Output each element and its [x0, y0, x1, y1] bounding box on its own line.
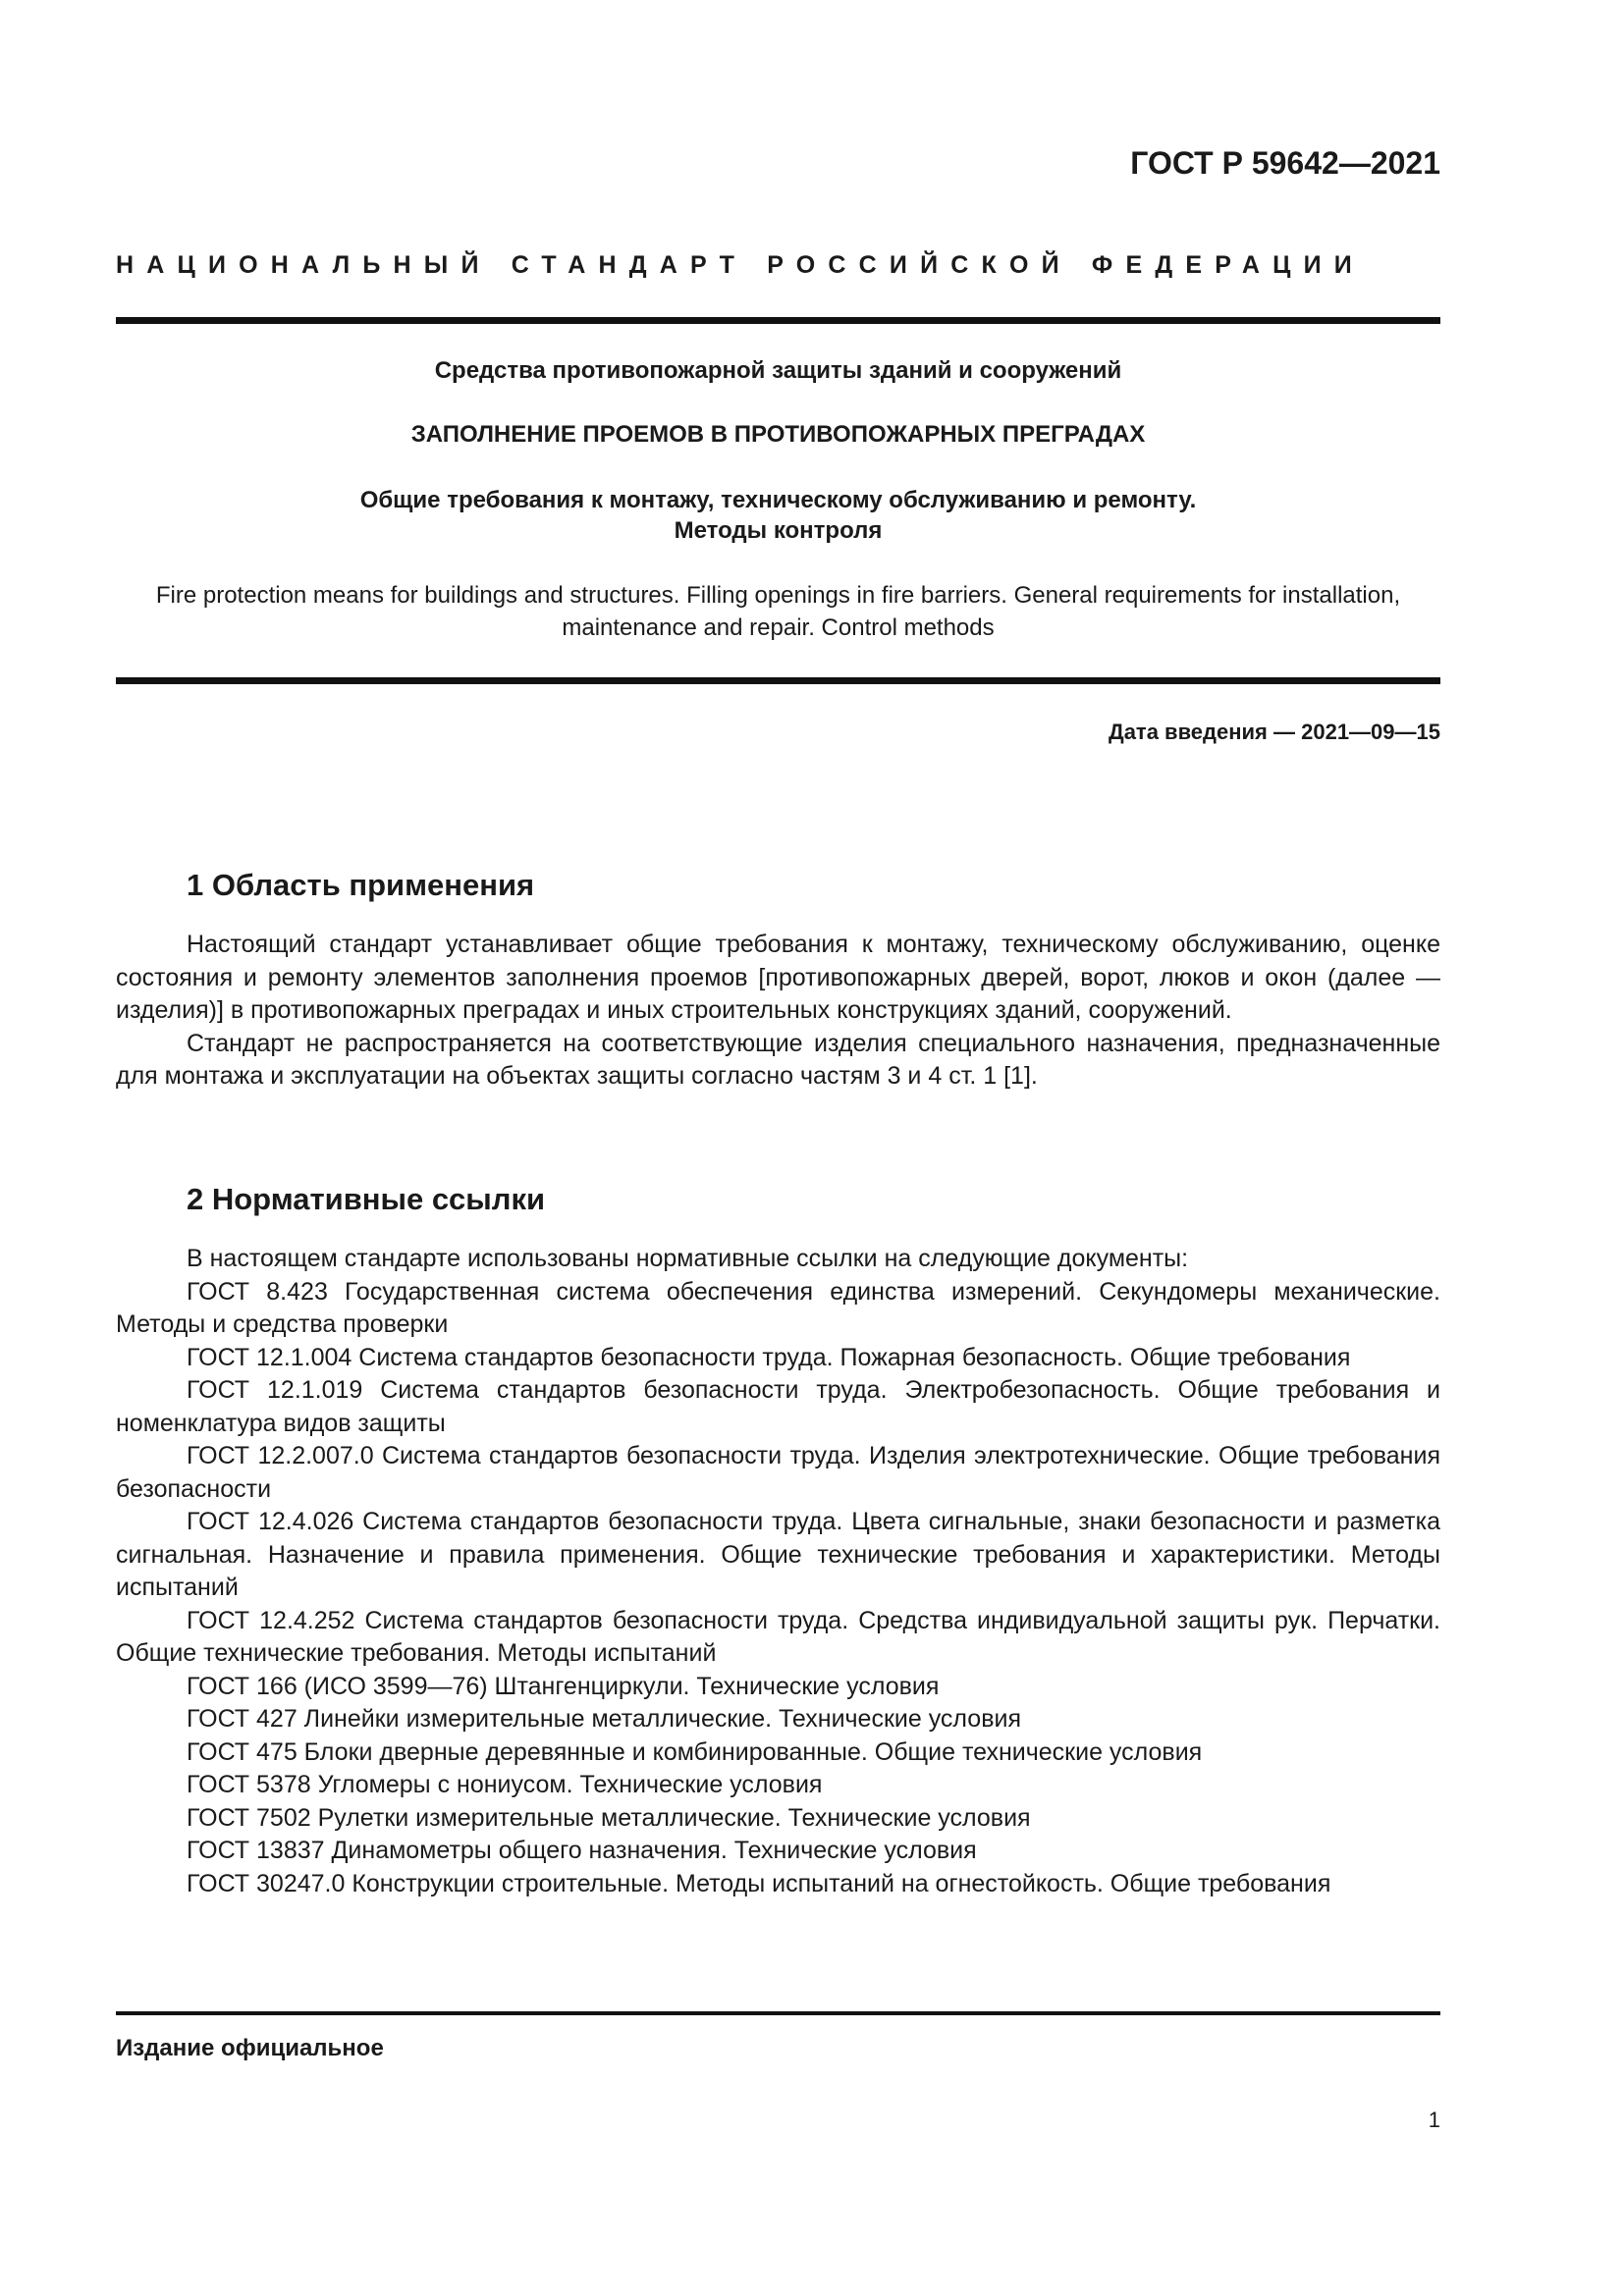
reference-item: ГОСТ 166 (ИСО 3599—76) Штангенциркули. Технические условия [187, 1672, 940, 1700]
official-edition-label: Издание официальное [116, 2035, 384, 2061]
reference-item: ГОСТ 12.2.007.0 Система стандартов безопасности труда. Изделия электротехнические. Общие требования безопасности [116, 1442, 1440, 1503]
document-subtitle [116, 485, 1440, 546]
gost-number: ГОСТ Р 59642—2021 [1130, 145, 1440, 181]
page-number: 1 [1428, 2108, 1440, 2132]
subtitle-line: Общие требования к монтажу, техническому обслуживанию и ремонту. [359, 487, 1197, 513]
reference-item: ГОСТ 12.1.019 Система стандартов безопасности труда. Электробезопасность. Общие требования и номенклатура видов защиты [116, 1376, 1440, 1437]
introduction-date: Дата введения — 2021—09—15 [1109, 720, 1440, 744]
paragraph: Настоящий стандарт устанавливает общие требования к монтажу, техническому обслуживанию, оценке состояния и ремонту элементов заполнения проемов [противопожарных дверей, ворот, люков и окон (далее — изделия)] в противопожарных преградах и иных строительных конструкциях зданий, сооружений. [116, 931, 1440, 1024]
paragraph: Стандарт не распространяется на соответствующие изделия специального назначения, предназначенные для монтажа и эксплуатации на объектах защиты согласно частям 3 и 4 ст. 1 [1]. [116, 1029, 1440, 1090]
reference-item: ГОСТ 7502 Рулетки измерительные металлические. Технические условия [187, 1803, 1031, 1832]
reference-item: ГОСТ 12.4.026 Система стандартов безопасности труда. Цвета сигнальные, знаки безопасности и разметка сигнальная. Назначение и правила применения. Общие технические требования и характеристики. Методы испытаний [116, 1508, 1440, 1601]
section-body-references [116, 1243, 1440, 1900]
footer-divider [116, 2011, 1440, 2015]
document-title: ЗАПОЛНЕНИЕ ПРОЕМОВ В ПРОТИВОПОЖАРНЫХ ПРЕГРАДАХ [410, 421, 1146, 448]
section-heading-scope: 1 Область применения [187, 868, 535, 902]
national-standard-banner: НАЦИОНАЛЬНЫЙ СТАНДАРТ РОССИЙСКОЙ ФЕДЕРАЦИИ [116, 251, 1365, 279]
document-subject: Средства противопожарной защиты зданий и сооружений [434, 357, 1122, 384]
reference-item: ГОСТ 427 Линейки измерительные металлические. Технические условия [187, 1705, 1021, 1733]
reference-item: ГОСТ 8.423 Государственная система обеспечения единства измерений. Секундомеры механические. Методы и средства проверки [116, 1277, 1440, 1338]
english-title-line: maintenance and repair. Control methods [562, 614, 995, 641]
english-title-line: Fire protection means for buildings and structures. Filling openings in fire barriers. General requirements for installation, [155, 582, 1401, 609]
top-divider [116, 317, 1440, 324]
reference-item: ГОСТ 12.1.004 Система стандартов безопасности труда. Пожарная безопасность. Общие требования [187, 1343, 1351, 1371]
reference-item: ГОСТ 5378 Угломеры с нониусом. Технические условия [187, 1771, 823, 1798]
reference-item: ГОСТ 12.4.252 Система стандартов безопасности труда. Средства индивидуальной защиты рук. Перчатки. Общие технические требования. Методы испытаний [116, 1606, 1440, 1667]
section-heading-references: 2 Нормативные ссылки [187, 1182, 546, 1216]
reference-item: ГОСТ 30247.0 Конструкции строительные. Методы испытаний на огнестойкость. Общие требования [187, 1869, 1331, 1897]
title-divider [116, 677, 1440, 684]
reference-item: ГОСТ 13837 Динамометры общего назначения. Технические условия [187, 1837, 977, 1864]
paragraph: В настоящем стандарте использованы нормативные ссылки на следующие документы: [187, 1245, 1189, 1272]
reference-item: ГОСТ 475 Блоки дверные деревянные и комбинированные. Общие технические условия [187, 1737, 1203, 1766]
english-title [116, 579, 1440, 644]
section-body-scope [116, 929, 1440, 1094]
subtitle-line: Методы контроля [674, 517, 883, 544]
